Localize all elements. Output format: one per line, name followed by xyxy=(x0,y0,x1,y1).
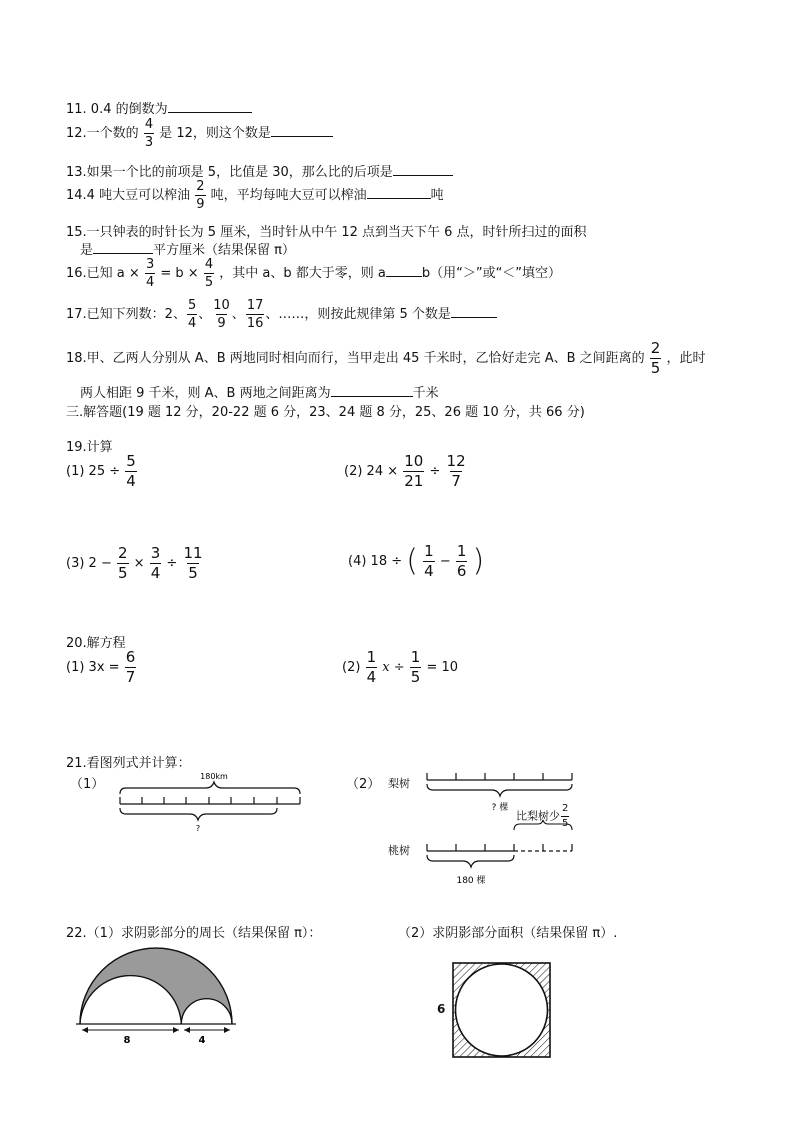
numerator: 2 xyxy=(650,339,661,357)
top-brace xyxy=(120,782,300,794)
question-12-text-end: 是 12，则这个数是 xyxy=(159,126,271,141)
q19-part-4 xyxy=(348,544,484,579)
fraction xyxy=(403,454,424,489)
numerator: 1 xyxy=(366,648,377,666)
numerator: 2 xyxy=(562,803,569,814)
hatched-corners xyxy=(453,963,550,1057)
operator: ÷ xyxy=(429,464,441,479)
segment-diagram-2 xyxy=(420,766,590,892)
peach-brace xyxy=(427,855,514,867)
question-18-text: 18.甲、乙两人分别从 A、B 两地同时相向而行，当甲走出 45 千米时，乙恰好走完 A、B 之间距离的 xyxy=(66,351,645,366)
question-16-text: 16.已知 a × xyxy=(66,266,140,281)
fraction xyxy=(246,299,265,330)
fraction xyxy=(195,180,205,211)
numerator: 1 xyxy=(424,542,434,560)
bottom-brace xyxy=(120,808,277,820)
answer-blank[interactable] xyxy=(331,384,413,397)
fraction xyxy=(125,650,137,685)
denominator: 5 xyxy=(204,275,214,290)
question-16-text-mid: ，其中 a、b 都大于零，则 a xyxy=(219,266,386,281)
fraction xyxy=(212,299,231,330)
q21-part-2-label: （2） xyxy=(346,777,381,792)
answer-blank[interactable] xyxy=(271,124,333,137)
numerator: 3 xyxy=(150,544,161,562)
denominator: 4 xyxy=(150,564,161,582)
left-paren: ( xyxy=(406,543,418,579)
numerator: 6 xyxy=(125,648,136,666)
section-heading: 三.解答题(19 题 12 分，20-22 题 6 分，23、24 题 8 分，25、26 题 10 分，共 66 分) xyxy=(66,405,585,420)
answer-blank[interactable] xyxy=(367,186,431,199)
denominator: 9 xyxy=(196,197,205,212)
question-19-title: 19.计算 xyxy=(66,440,113,455)
square-circle-figure xyxy=(450,960,554,1060)
pear-brace xyxy=(427,784,572,796)
segment-diagram-1 xyxy=(110,770,310,834)
q19-part-2 xyxy=(344,454,468,489)
question-18-text-end: ，此时 xyxy=(666,351,706,366)
denominator: 16 xyxy=(246,316,264,331)
question-13 xyxy=(66,161,453,180)
fraction xyxy=(204,258,214,289)
answer-blank[interactable] xyxy=(168,100,252,113)
q19-part-1 xyxy=(66,454,138,489)
numerator: 2 xyxy=(117,544,128,562)
fraction xyxy=(150,546,162,581)
denominator: 4 xyxy=(145,275,155,290)
operator: − xyxy=(439,554,451,569)
pear-ticks xyxy=(427,773,572,780)
denominator: 5 xyxy=(650,359,661,377)
denominator: 5 xyxy=(117,564,128,582)
answer-blank[interactable] xyxy=(451,305,497,318)
question-18-line1 xyxy=(66,341,705,376)
variable-x: x ÷ xyxy=(382,660,405,675)
q19-part-3 xyxy=(66,546,205,581)
right-paren: ) xyxy=(472,543,485,579)
unknown-label: ? xyxy=(195,824,201,833)
equation-result: = 10 xyxy=(426,660,459,675)
q22-part-2-label: （2）求阴影部分面积（结果保留 π）. xyxy=(398,926,618,941)
question-14 xyxy=(66,180,444,211)
q20-part-1 xyxy=(66,650,137,685)
fraction xyxy=(650,341,662,376)
fraction xyxy=(410,650,422,685)
numerator: 10 xyxy=(404,452,424,470)
fraction xyxy=(187,299,197,330)
numerator: 12 xyxy=(446,452,466,470)
q22-part-1-label: 22.（1）求阴影部分的周长（结果保留 π）： xyxy=(66,926,322,941)
denominator: 9 xyxy=(217,316,226,331)
numerator: 17 xyxy=(246,298,264,313)
question-18-unit: 千米 xyxy=(412,386,439,401)
answer-blank[interactable] xyxy=(386,264,422,277)
question-16-text-post: b（用“＞”或“＜”填空） xyxy=(421,266,562,281)
separator: 、 xyxy=(198,307,212,322)
operator: ÷ xyxy=(166,556,178,571)
expression-text: (1) 25 ÷ xyxy=(66,464,121,479)
question-12 xyxy=(66,118,333,149)
question-14-text-mid: 吨，平均每吨大豆可以榨油 xyxy=(210,188,367,203)
numerator: 1 xyxy=(410,648,421,666)
question-20-title: 20.解方程 xyxy=(66,636,126,651)
separator: 、 xyxy=(231,307,245,322)
question-11 xyxy=(66,98,252,117)
q20-part-2 xyxy=(342,650,458,685)
side-length-label: 6 xyxy=(437,1002,446,1016)
denominator: 7 xyxy=(125,668,136,686)
peach-tree-label: 桃树 xyxy=(388,844,410,857)
answer-blank[interactable] xyxy=(93,241,153,254)
question-18-text-pre: 两人相距 9 千米，则 A、B 两地之间距离为 xyxy=(80,386,331,401)
question-16 xyxy=(66,258,561,289)
question-15-line2 xyxy=(80,239,295,258)
numerator: 1 xyxy=(456,542,467,560)
operator: × xyxy=(133,556,145,571)
pear-tree-label: 梨树 xyxy=(388,777,410,790)
question-15-line1 xyxy=(66,221,587,240)
fraction xyxy=(366,650,378,685)
expression-text: (4) 18 ÷ xyxy=(348,554,403,569)
question-21-title: 21.看图列式并计算： xyxy=(66,756,191,771)
fraction xyxy=(456,544,468,579)
numerator: 2 xyxy=(196,179,205,194)
semicircle-figure xyxy=(72,944,242,1048)
fraction xyxy=(144,118,154,149)
numerator: 5 xyxy=(126,452,136,470)
equation-text: (1) 3x = xyxy=(66,660,120,675)
question-15-text-post: 平方厘米（结果保留 π） xyxy=(153,243,295,258)
denominator: 5 xyxy=(188,564,198,582)
numerator: 11 xyxy=(183,544,203,562)
question-14-text: 14.4 吨大豆可以榨油 xyxy=(66,188,191,203)
question-13-text: 13.如果一个比的前项是 5，比值是 30，那么比的后项是 xyxy=(66,165,393,180)
fraction xyxy=(117,546,129,581)
fraction xyxy=(446,454,467,489)
peach-count-label: 180 棵 xyxy=(456,876,486,886)
denominator: 6 xyxy=(456,562,467,580)
numerator: 5 xyxy=(187,298,197,313)
question-17-text: 17.已知下列数：2、 xyxy=(66,307,186,322)
denominator: 4 xyxy=(424,562,434,580)
inscribed-circle xyxy=(456,964,548,1056)
question-15-text: 15.一只钟表的时针长为 5 厘米，当时针从中午 12 点到当天下午 6 点，时针所扫过的面积 xyxy=(66,225,587,240)
question-16-equals: = b × xyxy=(160,266,199,281)
shaded-region xyxy=(80,948,232,1024)
tick-marks xyxy=(120,797,300,804)
fraction xyxy=(182,546,203,581)
question-17 xyxy=(66,299,497,330)
question-15-text-pre: 是 xyxy=(80,243,94,258)
denominator: 4 xyxy=(187,316,197,331)
numerator: 3 xyxy=(145,257,155,272)
denominator: 4 xyxy=(126,472,136,490)
question-17-text-post: 、……，则按此规律第 5 个数是 xyxy=(265,307,451,322)
fraction xyxy=(423,544,435,579)
question-12-text: 12.一个数的 xyxy=(66,126,139,141)
denominator: 5 xyxy=(410,668,421,686)
denominator: 21 xyxy=(404,472,424,490)
numerator: 10 xyxy=(213,298,230,313)
dim-label-8: 8 xyxy=(123,1035,131,1046)
denominator: 7 xyxy=(451,472,461,490)
expression-text: (2) 24 × xyxy=(344,464,399,479)
q21-part-1-label: （1） xyxy=(70,777,105,792)
question-18-line2 xyxy=(80,382,439,401)
numerator: 4 xyxy=(204,257,214,272)
denominator: 4 xyxy=(366,668,377,686)
less-note-text: 比梨树少 xyxy=(516,809,560,823)
denominator: 3 xyxy=(144,135,154,150)
question-14-unit: 吨 xyxy=(430,188,444,203)
total-distance-label: 180km xyxy=(200,772,228,781)
equation-text: (2) xyxy=(342,660,361,675)
question-11-text: 11. 0.4 的倒数为 xyxy=(66,102,168,117)
less-brace xyxy=(514,820,572,830)
pear-count-label: ? 棵 xyxy=(491,803,509,813)
answer-blank[interactable] xyxy=(393,163,453,176)
denominator: 5 xyxy=(562,818,569,829)
peach-ticks xyxy=(427,844,572,851)
fraction xyxy=(145,258,155,289)
expression-text: (3) 2 − xyxy=(66,556,112,571)
dim-label-4: 4 xyxy=(198,1035,206,1046)
fraction xyxy=(125,454,137,489)
numerator: 4 xyxy=(144,117,154,132)
